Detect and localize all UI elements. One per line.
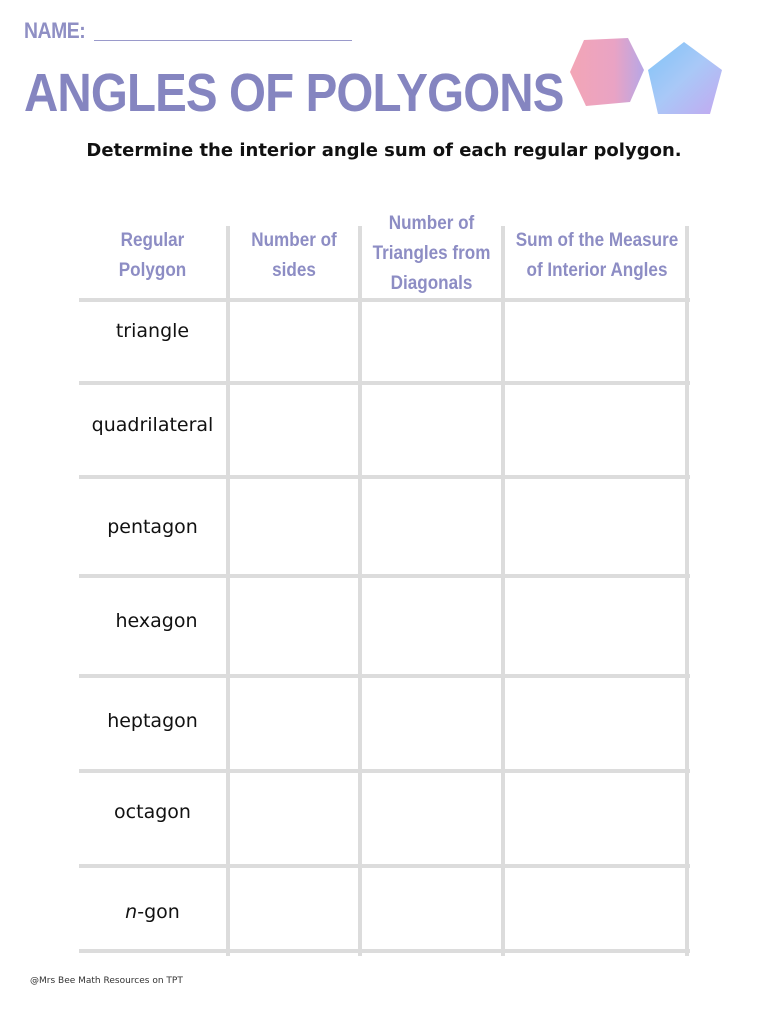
row-divider	[79, 574, 690, 578]
hexagon-icon	[570, 38, 644, 106]
row-label-heptagon: heptagon	[107, 710, 198, 732]
row-label-octagon: octagon	[114, 801, 191, 823]
column-divider	[226, 226, 230, 956]
pentagon-icon	[648, 42, 722, 114]
header-line: Diagonals	[390, 273, 473, 294]
header-number-of-sides	[236, 226, 351, 286]
row-label-quadrilateral: quadrilateral	[91, 414, 214, 436]
header-sum-of-interior-angles	[509, 226, 685, 286]
row-divider	[79, 864, 690, 868]
row-divider	[79, 769, 690, 773]
row-divider	[79, 475, 690, 479]
header-line: Sum of the Measure	[515, 230, 679, 251]
header-line: Number of	[251, 230, 337, 251]
row-divider	[79, 674, 690, 678]
gon-suffix: -gon	[137, 901, 180, 923]
row-divider	[79, 381, 690, 385]
name-field-row	[24, 18, 94, 44]
header-line: Triangles from	[372, 243, 491, 264]
row-label-triangle: triangle	[115, 320, 190, 342]
decorative-shapes	[566, 36, 726, 120]
header-regular-polygon	[86, 226, 218, 286]
column-divider	[685, 226, 689, 956]
header-line: of Interior Angles	[526, 260, 668, 281]
header-line: Polygon	[118, 260, 187, 281]
footer-credit: @Mrs Bee Math Resources on TPT	[30, 976, 183, 986]
header-line: Number of	[388, 213, 475, 234]
name-input-line[interactable]	[94, 40, 352, 41]
polygon-table	[79, 198, 690, 956]
instruction-text: Determine the interior angle sum of each regular polygon.	[86, 140, 682, 161]
name-label: NAME:	[24, 18, 86, 43]
column-divider	[358, 226, 362, 956]
row-divider	[79, 949, 690, 953]
row-label-pentagon: pentagon	[107, 516, 198, 538]
column-divider	[501, 226, 505, 956]
header-line: Regular	[120, 230, 185, 251]
header-number-of-triangles	[369, 209, 494, 299]
page-title: ANGLES OF POLYGONS	[24, 63, 564, 123]
row-label-hexagon: hexagon	[115, 610, 198, 632]
n-variable: n	[125, 901, 138, 923]
row-label-n-gon	[79, 901, 226, 923]
header-line: sides	[272, 260, 316, 281]
